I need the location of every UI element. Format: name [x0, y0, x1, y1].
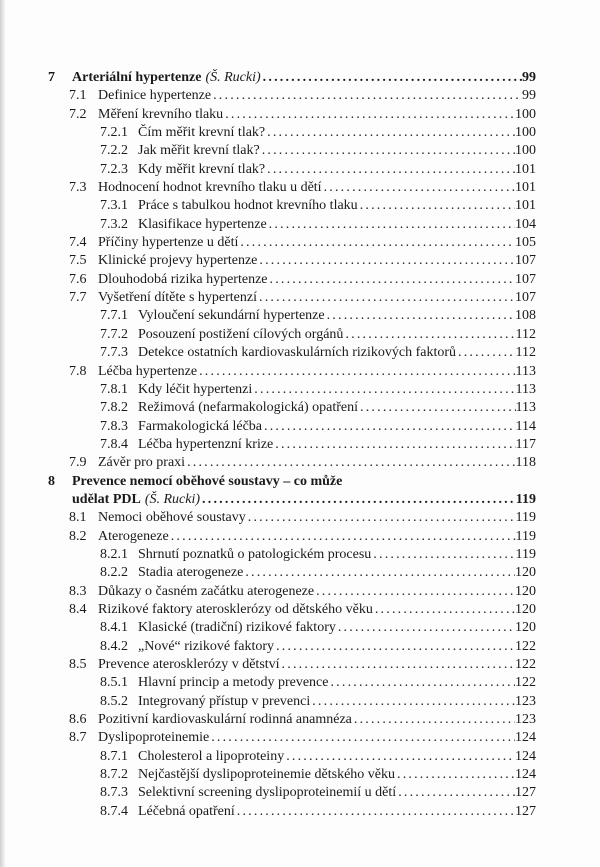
dot-leader	[354, 711, 515, 729]
page-number: 112	[515, 326, 536, 342]
page-number: 113	[515, 400, 536, 416]
entry-body	[138, 748, 536, 766]
toc-section-entry[interactable]	[0, 87, 600, 105]
section-number: 7.2	[69, 106, 87, 122]
page-number: 119	[515, 491, 536, 507]
section-title: Příčiny hypertenze u dětí	[98, 235, 239, 251]
toc-subsection-entry[interactable]	[0, 124, 600, 142]
page-number: 101	[515, 161, 536, 177]
entry-body	[138, 638, 536, 656]
page-number: 127	[515, 785, 536, 801]
page-number: 100	[515, 143, 536, 159]
toc-subsection-entry[interactable]	[0, 142, 600, 160]
entry-body	[138, 344, 536, 362]
dot-leader	[345, 326, 515, 344]
page-number: 124	[515, 748, 536, 764]
toc-chapter-entry[interactable]	[0, 491, 600, 509]
section-title: Čím měřit krevní tlak?	[138, 125, 266, 141]
toc-section-entry[interactable]	[0, 528, 600, 546]
page-number: 101	[515, 198, 536, 214]
dot-leader	[267, 161, 515, 179]
page-number: 123	[515, 693, 536, 709]
entry-body	[138, 326, 536, 344]
section-title: Měření krevního tlaku	[98, 106, 224, 122]
section-title: Vyšetření dítěte s hypertenzí	[98, 290, 258, 306]
dot-leader	[171, 528, 516, 546]
toc-subsection-entry[interactable]	[0, 748, 600, 766]
section-title: Detekce ostatních kardiovaskulárních rizikových faktorů	[138, 345, 456, 361]
chapter-number: 7	[48, 70, 55, 85]
section-title: Klinické projevy hypertenze	[98, 253, 258, 269]
page-number: 104	[515, 216, 536, 232]
section-number: 8.7.3	[100, 785, 128, 801]
toc-section-entry[interactable]	[0, 729, 600, 747]
section-title: Farmakologická léčba	[138, 418, 263, 434]
toc-subsection-entry[interactable]	[0, 307, 600, 325]
page-number: 120	[515, 565, 536, 581]
entry-body	[138, 784, 536, 802]
toc-subsection-entry[interactable]	[0, 436, 600, 454]
dot-leader	[312, 693, 515, 711]
page-number: 99	[522, 70, 536, 85]
page-number: 120	[515, 620, 536, 636]
page-number: 117	[515, 436, 536, 452]
dot-leader	[330, 674, 515, 692]
section-number: 8.5.2	[100, 693, 128, 709]
toc-section-entry[interactable]	[0, 454, 600, 472]
page-number: 122	[515, 675, 536, 691]
toc-subsection-entry[interactable]	[0, 784, 600, 802]
section-number: 7.6	[69, 271, 87, 287]
entry-body	[138, 399, 536, 417]
entry-body	[138, 161, 536, 179]
entry-body	[98, 656, 536, 674]
dot-leader	[225, 106, 515, 124]
section-number: 7.8.3	[100, 418, 128, 434]
toc-subsection-entry[interactable]	[0, 546, 600, 564]
section-number: 8.4.2	[100, 638, 128, 654]
dot-leader	[262, 142, 515, 160]
dot-leader	[458, 344, 516, 362]
chapter-author: (Š. Rucki)	[205, 70, 261, 85]
toc-subsection-entry[interactable]	[0, 674, 600, 692]
section-number: 7.5	[69, 253, 87, 269]
dot-leader	[397, 766, 515, 784]
entry-body	[138, 619, 536, 637]
entry-body	[98, 509, 536, 527]
toc-subsection-entry[interactable]	[0, 399, 600, 417]
section-number: 7.8.2	[100, 400, 128, 416]
section-number: 8.7.4	[100, 803, 128, 819]
section-title: Kdy měřit krevní tlak?	[138, 161, 266, 177]
toc-subsection-entry[interactable]	[0, 564, 600, 582]
section-number: 8.4.1	[100, 620, 128, 636]
dot-leader	[254, 381, 515, 399]
section-title: Rizikové faktory aterosklerózy od dětského věku	[98, 601, 373, 617]
toc-subsection-entry[interactable]	[0, 344, 600, 362]
entry-body	[98, 252, 536, 270]
page-number: 113	[515, 363, 536, 379]
section-title: Režimová (nefarmakologická) opatření	[138, 400, 359, 416]
chapter-title-line	[72, 473, 536, 491]
page-number: 122	[515, 657, 536, 672]
section-title: Cholesterol a lipoproteiny	[138, 748, 285, 764]
dot-leader	[360, 197, 515, 215]
section-title: Závěr pro praxi	[98, 455, 186, 471]
toc-subsection-entry[interactable]	[0, 803, 600, 821]
section-number: 7.8.1	[100, 381, 128, 397]
section-title: Integrovaný přístup v prevenci	[138, 693, 311, 709]
page-number: 118	[515, 455, 536, 471]
dot-leader	[270, 271, 516, 289]
section-title: Pozitivní kardiovaskulární rodinná anamnéza	[98, 712, 352, 728]
section-number: 7.2.1	[100, 125, 128, 141]
section-title: Stadia aterogeneze	[138, 565, 244, 581]
dot-leader	[248, 509, 516, 527]
section-title: Klasické (tradiční) rizikové faktory	[138, 620, 336, 636]
dot-leader	[398, 784, 515, 802]
section-number: 7.3	[69, 180, 87, 196]
toc-section-entry[interactable]	[0, 711, 600, 729]
section-number: 7.7	[69, 290, 87, 306]
section-title: „Nové“ rizikové faktory	[138, 638, 275, 654]
section-title: Aterogeneze	[98, 528, 169, 544]
section-number: 7.7.2	[100, 326, 128, 342]
chapter-title: Arteriální hypertenze	[72, 70, 202, 85]
toc-subsection-entry[interactable]	[0, 619, 600, 637]
section-number: 7.2.3	[100, 161, 128, 177]
chapter-author: (Š. Rucki)	[144, 491, 201, 507]
toc-section-entry[interactable]	[0, 656, 600, 674]
toc-subsection-entry[interactable]	[0, 216, 600, 234]
section-number: 8.1	[69, 510, 87, 526]
section-title: Jak měřit krevní tlak?	[138, 143, 260, 159]
page-number: 108	[515, 308, 536, 324]
dot-leader	[245, 564, 515, 582]
dot-leader	[324, 179, 515, 197]
dot-leader	[316, 583, 515, 601]
page-number: 127	[515, 803, 536, 819]
section-number: 8.5.1	[100, 675, 128, 691]
page-number: 120	[515, 601, 536, 617]
page-number: 124	[515, 730, 536, 746]
dot-leader	[276, 638, 515, 656]
page-number: 113	[515, 381, 536, 397]
section-title: Léčba hypertenze	[98, 363, 198, 379]
page-number: 120	[515, 583, 536, 599]
toc-subsection-entry[interactable]	[0, 381, 600, 399]
section-title: Kdy léčit hypertenzi	[138, 381, 253, 397]
toc-section-entry[interactable]	[0, 601, 600, 619]
section-number: 7.9	[69, 455, 87, 471]
section-title: Posouzení postižení cílových orgánů	[138, 326, 344, 342]
section-title: Klasifikace hypertenze	[138, 216, 267, 232]
entry-body	[138, 436, 536, 454]
entry-body	[98, 528, 536, 546]
table-of-contents	[0, 69, 600, 821]
entry-body	[98, 363, 536, 381]
section-number: 8.7	[69, 730, 87, 746]
dot-leader	[259, 252, 515, 270]
page-number: 99	[522, 88, 536, 104]
entry-body	[98, 106, 536, 124]
toc-section-entry[interactable]	[0, 234, 600, 252]
toc-subsection-entry[interactable]	[0, 418, 600, 436]
entry-body	[98, 711, 536, 729]
dot-leader	[264, 418, 516, 436]
page-number: 101	[515, 180, 536, 196]
toc-section-entry[interactable]	[0, 363, 600, 381]
dot-leader	[213, 87, 522, 105]
page-number: 119	[515, 546, 536, 562]
dot-leader	[211, 729, 515, 747]
entry-body	[98, 234, 536, 252]
entry-body	[98, 87, 536, 105]
entry-body	[98, 271, 536, 289]
page-number: 119	[515, 510, 536, 526]
chapter-entry-body	[72, 69, 536, 87]
entry-body	[138, 197, 536, 215]
section-number: 8.3	[69, 583, 87, 599]
dot-leader	[286, 748, 515, 766]
dot-leader	[202, 491, 516, 509]
section-title: Definice hypertenze	[98, 88, 212, 104]
section-number: 8.2	[69, 528, 87, 544]
dot-leader	[373, 546, 515, 564]
toc-section-entry[interactable]	[0, 509, 600, 527]
toc-chapter-heading[interactable]	[0, 473, 600, 491]
section-number: 7.8	[69, 363, 87, 379]
section-title: Nejčastější dyslipoproteinemie dětského věku	[138, 767, 395, 783]
toc-section-entry[interactable]	[0, 289, 600, 307]
section-number: 7.4	[69, 235, 87, 251]
section-number: 8.7.2	[100, 767, 128, 783]
section-number: 7.1	[69, 88, 87, 104]
dot-leader	[187, 454, 515, 472]
page-number: 107	[515, 271, 536, 287]
section-number: 8.2.1	[100, 546, 128, 562]
toc-section-entry[interactable]	[0, 271, 600, 289]
dot-leader	[237, 803, 515, 821]
section-title: Léčba hypertenzní krize	[138, 436, 274, 452]
entry-body	[98, 454, 536, 472]
section-number: 7.3.1	[100, 198, 128, 214]
entry-body	[138, 674, 536, 692]
page-number: 100	[515, 106, 536, 122]
dot-leader	[269, 216, 515, 234]
chapter-number: 8	[48, 473, 55, 489]
dot-leader	[282, 656, 515, 674]
entry-body	[138, 766, 536, 784]
section-number: 7.3.2	[100, 216, 128, 232]
page-number: 105	[515, 235, 536, 251]
page-number: 124	[515, 767, 536, 783]
section-title: Nemoci oběhové soustavy	[98, 510, 246, 526]
entry-body	[138, 216, 536, 234]
section-number: 8.5	[69, 657, 87, 672]
page-number: 122	[515, 638, 536, 654]
page-number: 112	[515, 345, 536, 361]
section-number: 7.7.1	[100, 308, 128, 324]
section-title: Léčebná opatření	[138, 803, 235, 819]
toc-subsection-entry[interactable]	[0, 326, 600, 344]
page-number: 107	[515, 253, 536, 269]
section-number: 8.2.2	[100, 565, 128, 581]
entry-body	[98, 179, 536, 197]
section-number: 8.6	[69, 712, 87, 728]
entry-body	[98, 289, 536, 307]
chapter-entry-body	[72, 491, 536, 509]
dot-leader	[327, 307, 515, 325]
page-number: 107	[515, 290, 536, 306]
section-number: 7.8.4	[100, 436, 128, 452]
toc-section-entry[interactable]	[0, 252, 600, 270]
entry-body	[98, 601, 536, 619]
entry-body	[138, 418, 536, 436]
toc-subsection-entry[interactable]	[0, 197, 600, 215]
entry-body	[138, 693, 536, 711]
chapter-title: Prevence nemocí oběhové soustavy – co může	[72, 473, 343, 489]
entry-body	[138, 307, 536, 325]
section-title: Selektivní screening dyslipoproteinemií u dětí	[138, 785, 397, 801]
page-number: 119	[515, 528, 536, 544]
entry-body	[138, 564, 536, 582]
dot-leader	[275, 436, 515, 454]
entry-body	[98, 583, 536, 601]
entry-body	[98, 729, 536, 747]
section-title: Důkazy o časném začátku aterogeneze	[98, 583, 315, 599]
section-title: Dlouhodobá rizika hypertenze	[98, 271, 268, 287]
section-title: Vyloučení sekundární hypertenze	[138, 308, 325, 324]
dot-leader	[259, 289, 515, 307]
dot-leader	[360, 399, 516, 417]
entry-body	[138, 142, 536, 160]
section-number: 8.7.1	[100, 748, 128, 764]
dot-leader	[267, 124, 515, 142]
toc-section-entry[interactable]	[0, 583, 600, 601]
toc-subsection-entry[interactable]	[0, 766, 600, 784]
dot-leader	[199, 363, 515, 381]
dot-leader	[375, 601, 515, 619]
toc-subsection-entry[interactable]	[0, 638, 600, 656]
section-title: Shrnutí poznatků o patologickém procesu	[138, 546, 372, 562]
entry-body	[138, 546, 536, 564]
entry-body	[138, 803, 536, 821]
section-title: Prevence aterosklerózy v dětství	[98, 657, 280, 672]
dot-leader	[240, 234, 515, 252]
page-number: 114	[515, 418, 536, 434]
section-title: Hodnocení hodnot krevního tlaku u dětí	[98, 180, 322, 196]
section-title: Hlavní princip a metody prevence	[138, 675, 329, 691]
toc-section-entry[interactable]	[0, 106, 600, 124]
section-title: Dyslipoproteinemie	[98, 730, 210, 746]
dot-leader	[263, 69, 522, 87]
section-number: 8.4	[69, 601, 87, 617]
toc-subsection-entry[interactable]	[0, 693, 600, 711]
page-number: 100	[515, 125, 536, 141]
chapter-title: udělat PDL	[72, 491, 141, 507]
toc-section-entry[interactable]	[0, 179, 600, 197]
section-number: 7.2.2	[100, 143, 128, 159]
section-number: 7.7.3	[100, 345, 128, 361]
entry-body	[138, 124, 536, 142]
entry-body	[138, 381, 536, 399]
page-number: 123	[515, 712, 536, 728]
toc-subsection-entry[interactable]	[0, 161, 600, 179]
section-title: Práce s tabulkou hodnot krevního tlaku	[138, 198, 358, 214]
toc-chapter-entry[interactable]	[0, 69, 600, 87]
dot-leader	[338, 619, 515, 637]
